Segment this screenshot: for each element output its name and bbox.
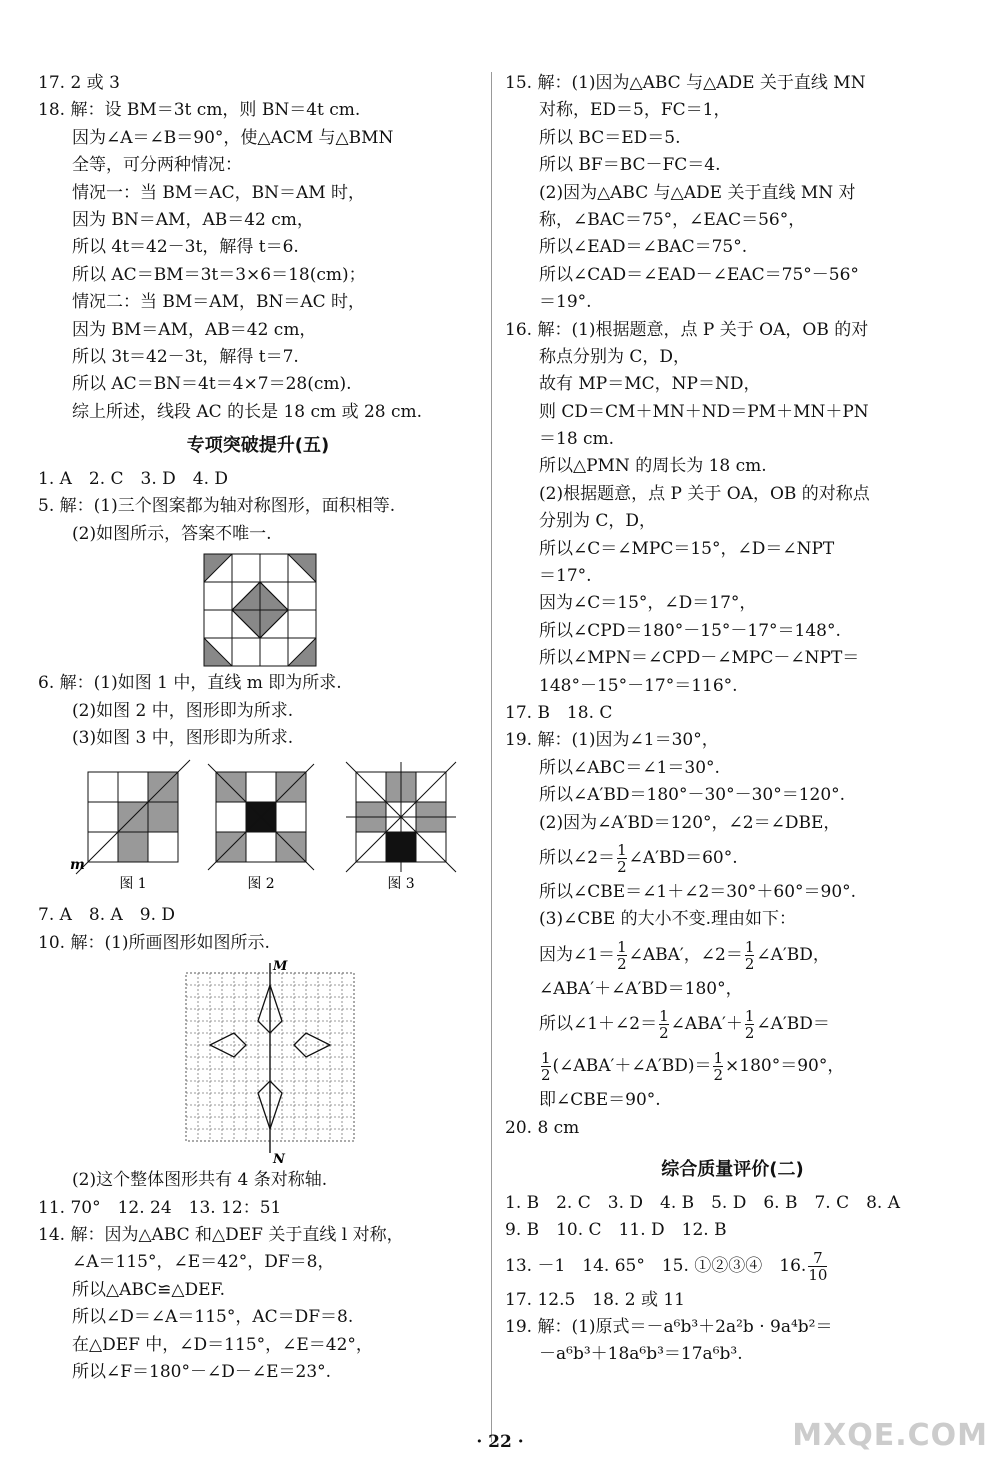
equation-line: 所以∠1＋∠2＝ $\frac{1}{2}$ ∠ABA′＋ $\frac{1}{2}$ ∠A′BD＝ — [539, 1007, 830, 1043]
equation-line: $\frac{1}{2}$ (∠ABA′＋∠A′BD)＝ $\frac{1}{2}$ ×180°＝90°， — [541, 1049, 845, 1085]
text-line: 所以△ABC≌△DEF. — [72, 1279, 226, 1300]
text-line: 所以∠F＝180°－∠D－∠E＝23°. — [72, 1361, 332, 1382]
figure-q5 — [38, 548, 478, 670]
text-line: 1. B 2. C 3. D 4. B 5. D 6. B 7. C 8. A — [505, 1192, 901, 1213]
text-line: 所以∠A′BD＝180°－30°－30°＝120°. — [539, 785, 846, 806]
fraction: $\frac{1}{2}$ — [744, 937, 755, 973]
text-line: 15. 解：(1)因为△ABC 与△ADE 关于直线 MN — [505, 73, 866, 93]
page-number: · 22 · — [476, 1432, 524, 1452]
text-line: 1. A 2. C 3. D 4. D — [38, 469, 229, 490]
text-line: 所以△PMN 的周长为 18 cm. — [539, 456, 767, 477]
figure-q10 — [38, 957, 478, 1167]
text-line: 18. 解：设 BM＝3t cm，则 BN＝4t cm. — [38, 100, 361, 121]
text-line: 14. 解：因为△ABC 和△DEF 关于直线 l 对称， — [38, 1224, 404, 1245]
fraction: $\frac{1}{2}$ — [744, 1007, 755, 1043]
text-line: 11. 70° 12. 24 13. 12：51 — [38, 1197, 282, 1218]
symmetric-pattern-figure — [38, 548, 478, 670]
left-column — [38, 70, 478, 1386]
figure-1-caption: 图 1 — [119, 876, 147, 893]
text-line: 6. 解：(1)如图 1 中，直线 m 即为所求. — [38, 673, 342, 694]
figure-1 — [76, 760, 190, 874]
text-line: 所以∠ABC＝∠1＝30°. — [539, 757, 720, 778]
axis-label-n: N — [273, 1152, 285, 1168]
text-line: 所以 AC＝BM＝3t＝3×6＝18(cm)； — [72, 264, 366, 285]
text-line: ∠A＝115°，∠E＝42°，DF＝8， — [72, 1252, 335, 1273]
text-line: －a⁶b³＋18a⁶b³＝17a⁶b³. — [539, 1344, 743, 1365]
text-line: 因为∠C＝15°，∠D＝17°， — [539, 593, 757, 614]
text-line: 所以 3t＝42－3t，解得 t＝7. — [72, 346, 299, 367]
text-line: 19. 解：(1)原式＝－a⁶b³＋2a²b · 9a⁴b²＝ — [505, 1317, 833, 1338]
section-title: 综合质量评价(二) — [661, 1158, 804, 1180]
text-line: 因为∠A＝∠B＝90°，使△ACM 与△BMN — [72, 127, 394, 148]
text-line: 情况二：当 BM＝AM，BN＝AC 时， — [72, 292, 366, 313]
fraction: $\frac{1}{2}$ — [659, 1007, 669, 1043]
equation-line: 因为∠1＝ $\frac{1}{2}$ ∠ABA′，∠2＝ $\frac{1}{2}$ ∠A′BD， — [539, 937, 830, 973]
text-line: 对称，ED＝5，FC＝1， — [539, 100, 731, 121]
text-line: 因为 BN＝AM，AB＝42 cm， — [72, 209, 314, 230]
answers-17-18 — [38, 70, 478, 426]
text-line: (2)因为△ABC 与△ADE 关于直线 MN 对 — [539, 182, 856, 203]
text-line: 7. A 8. A 9. D — [38, 905, 176, 926]
text-line: 19. 解：(1)因为∠1＝30°， — [505, 730, 719, 751]
text-line: (2)如图 2 中，图形即为所求. — [72, 700, 294, 721]
grid-kite-figure — [38, 957, 478, 1167]
figure-3 — [346, 762, 456, 872]
text-line: 所以∠CAD＝∠EAD－∠EAC＝75°－56° — [539, 264, 859, 285]
text-line: 即∠CBE＝90°. — [539, 1090, 661, 1111]
axis-label-m: M — [273, 959, 288, 975]
line-m-label: m — [70, 857, 85, 874]
text-line: 20. 8 cm — [505, 1117, 580, 1138]
text-line: (2)如图所示，答案不唯一. — [72, 523, 272, 544]
text-line: 17. B 18. C — [505, 702, 613, 723]
fraction: $\frac{1}{2}$ — [617, 937, 627, 973]
text-line: ＝19°. — [539, 292, 592, 313]
equation-line: 13. －1 14. 65° 15. ①②③④ 16. $\frac{7}{10}$ — [505, 1248, 828, 1284]
text-line: (3)如图 3 中，图形即为所求. — [72, 728, 294, 749]
watermark: MXQE.COM — [792, 1418, 988, 1453]
text-line: 16. 解：(1)根据题意，点 P 关于 OA，OB 的对 — [505, 319, 869, 340]
right-column — [505, 70, 960, 1369]
text-line: (3)∠CBE 的大小不变.理由如下： — [539, 909, 797, 930]
text-line: 10. 解：(1)所画图形如图所示. — [38, 932, 270, 953]
text-line: 17. 12.5 18. 2 或 11 — [505, 1289, 685, 1310]
text-line: 9. B 10. C 11. D 12. B — [505, 1220, 727, 1241]
text-line: 全等，可分两种情况： — [72, 155, 242, 176]
text-line: 所以 4t＝42－3t，解得 t＝6. — [72, 237, 299, 258]
text-line: 所以 BC＝ED＝5. — [539, 127, 681, 148]
column-divider — [491, 72, 492, 1442]
figures-q6 — [38, 752, 478, 902]
text-line: 称，∠BAC＝75°，∠EAC＝56°， — [539, 209, 806, 230]
text-line: 5. 解：(1)三个图案都为轴对称图形，面积相等. — [38, 496, 396, 517]
text-line: 因为 BM＝AM，AB＝42 cm， — [72, 319, 317, 340]
text-line: 称点分别为 C，D， — [539, 346, 691, 367]
text-line: (2)这个整体图形共有 4 条对称轴. — [72, 1170, 328, 1191]
text-line: ∠ABA′＋∠A′BD＝180°， — [539, 978, 743, 999]
text-line: (2)根据题意，点 P 关于 OA，OB 的对称点 — [539, 483, 870, 504]
fraction: $\frac{1}{2}$ — [541, 1049, 551, 1085]
text-line: 所以∠CPD＝180°－15°－17°＝148°. — [539, 620, 841, 641]
figure-3-caption: 图 3 — [387, 876, 415, 893]
text-line: 所以∠EAD＝∠BAC＝75°. — [539, 237, 748, 258]
text-line: (2)因为∠A′BD＝120°，∠2＝∠DBE， — [539, 812, 841, 833]
figure-2-caption: 图 2 — [247, 876, 275, 893]
section-title: 专项突破提升(五) — [186, 435, 330, 457]
text-line: 在△DEF 中，∠D＝115°，∠E＝42°， — [72, 1334, 373, 1355]
text-line: ＝17°. — [539, 566, 592, 587]
fraction: $\frac{1}{2}$ — [713, 1049, 724, 1085]
figure-2 — [208, 764, 314, 870]
text-line: 综上所述，线段 AC 的长是 18 cm 或 28 cm. — [72, 401, 423, 422]
text-line: 所以 BF＝BC－FC＝4. — [539, 155, 721, 176]
text-line: 17. 2 或 3 — [38, 73, 120, 93]
text-line: ＝18 cm. — [539, 429, 615, 450]
text-line: 所以∠CBE＝∠1＋∠2＝30°＋60°＝90°. — [539, 881, 857, 902]
text-line: 分别为 C，D， — [539, 511, 657, 532]
text-line: 148°－15°－17°＝116°. — [539, 675, 738, 696]
equation-line: 所以∠2＝ $\frac{1}{2}$ ∠A′BD＝60°. — [539, 840, 738, 876]
text-line: 则 CD＝CM＋MN＋ND＝PM＋MN＋PN — [539, 401, 869, 422]
dashed-grid — [186, 963, 354, 1153]
text-line: 所以∠MPN＝∠CPD－∠MPC－∠NPT＝ — [539, 648, 860, 669]
text-line: 所以 AC＝BN＝4t＝4×7＝28(cm). — [72, 374, 352, 395]
fraction: $\frac{7}{10}$ — [808, 1248, 828, 1284]
text-line: 故有 MP＝MC，NP＝ND， — [539, 374, 761, 395]
grid-figures — [38, 752, 478, 902]
text-line: 情况一：当 BM＝AC，BN＝AM 时， — [72, 182, 366, 203]
text-line: 所以∠C＝∠MPC＝15°，∠D＝∠NPT — [539, 538, 835, 559]
text-line: 所以∠D＝∠A＝115°，AC＝DF＝8. — [72, 1307, 354, 1328]
fraction: $\frac{1}{2}$ — [617, 840, 627, 876]
